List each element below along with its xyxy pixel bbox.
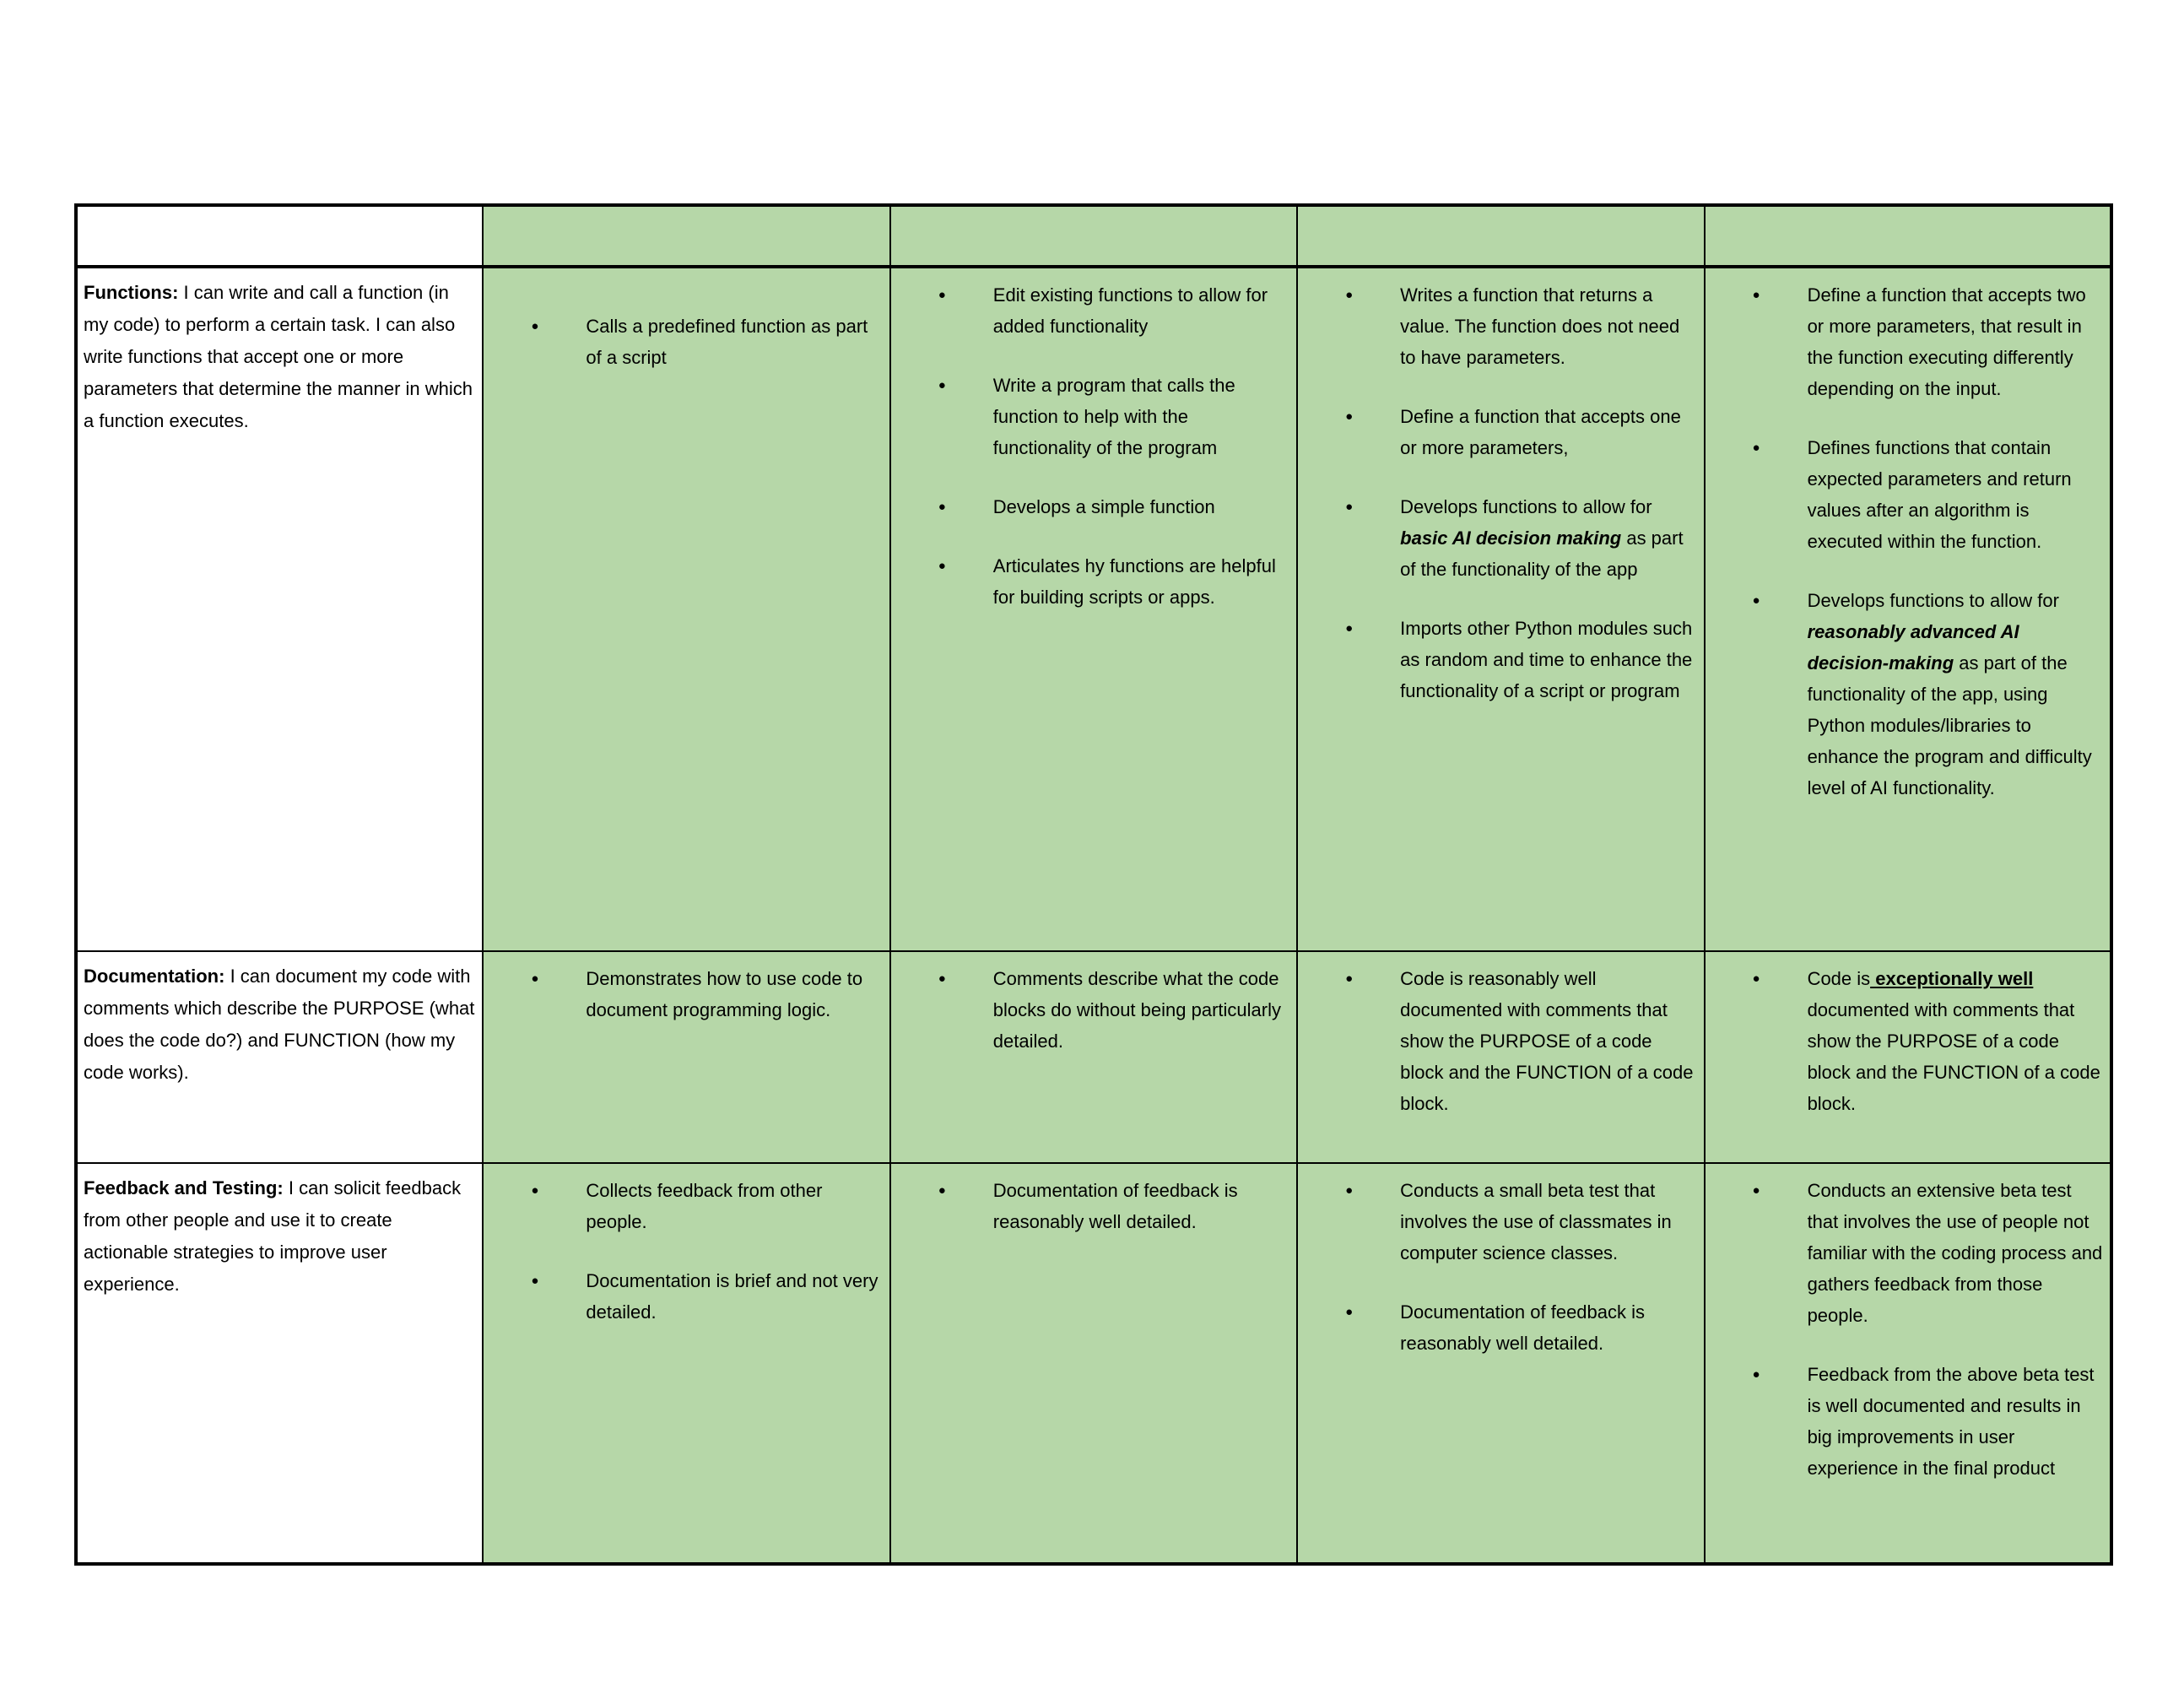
- rubric-document: [74, 203, 2113, 1566]
- text-segment: Writes a function that returns a value. The function does not need to have parameters.: [1400, 284, 1680, 368]
- bullet-item: [1706, 279, 2105, 404]
- level-cell: [1705, 951, 2111, 1163]
- text-segment: Define a function that accepts two or more parameters, that result in the function executing differently depending on the input.: [1807, 284, 2086, 399]
- bullet-item: [891, 550, 1291, 613]
- header-level-cell: [483, 205, 889, 267]
- bullet-text: [586, 963, 884, 1025]
- bullet-text: [993, 491, 1291, 522]
- bullet-marker-icon: ●: [1752, 441, 1760, 455]
- rubric-table: [74, 203, 2113, 1566]
- bullet-item: [1706, 432, 2105, 557]
- text-segment: Documentation of feedback is reasonably well detailed.: [992, 1180, 1238, 1232]
- text-segment: exceptionally well: [1870, 968, 2034, 989]
- criterion-description: I can write and call a function (in my code) to perform a certain task. I can also write functions that accept one or more parameters that determine the manner in which a function executes.: [84, 282, 473, 431]
- level-cell: [1297, 951, 1704, 1163]
- bullet-text: [993, 279, 1291, 342]
- bullet-text: [1808, 585, 2105, 803]
- text-segment: reasonably advanced AI decision-making: [1807, 621, 2019, 674]
- criterion-label-cell: [76, 1163, 483, 1564]
- bullet-marker-icon: ●: [1752, 288, 1760, 302]
- text-segment: Develops functions to allow for: [1400, 496, 1652, 517]
- text-segment: Defines functions that contain expected parameters and return values after an algorithm is executed within the function.: [1807, 437, 2072, 552]
- text-segment: Conducts an extensive beta test that involves the use of people not familiar with the coding process and gathers feedback from those people.: [1807, 1180, 2103, 1326]
- bullet-text: [1808, 432, 2105, 557]
- criterion-description: I can document my code with comments which describe the PURPOSE (what does the code do?) and FUNCTION (how my code works).: [84, 966, 475, 1083]
- bullet-item: [1298, 491, 1698, 585]
- bullet-marker-icon: ●: [938, 971, 946, 986]
- text-segment: Define a function that accepts one or more parameters,: [1400, 406, 1681, 458]
- bullet-item: [891, 491, 1291, 522]
- text-segment: Articulates hy functions are helpful for building scripts or apps.: [992, 555, 1276, 608]
- bullet-item: [891, 370, 1291, 463]
- bullet-item: [484, 311, 884, 373]
- bullet-text: [586, 311, 884, 373]
- text-segment: Documentation of feedback is reasonably well detailed.: [1400, 1301, 1646, 1354]
- text-segment: Conducts a small beta test that involves the use of classmates in computer science classes.: [1400, 1180, 1672, 1263]
- bullet-text: [586, 1265, 884, 1328]
- bullet-text: [1808, 963, 2105, 1119]
- bullet-marker-icon: ●: [1752, 593, 1760, 608]
- text-segment: as part of the functionality of the app: [1400, 528, 1684, 580]
- bullet-marker-icon: ●: [938, 378, 946, 392]
- header-label-cell: [76, 205, 483, 267]
- level-cell: [483, 1163, 889, 1564]
- bullet-marker-icon: ●: [1345, 1183, 1354, 1198]
- text-segment: as part of the functionality of the app, using Python modules/libraries to enhance the program and difficulty level of AI functionality.: [1807, 652, 2092, 798]
- bullet-marker-icon: ●: [1345, 500, 1354, 514]
- bullet-item: [1706, 1175, 2105, 1331]
- bullet-text: [1400, 279, 1698, 373]
- bullet-item: [484, 1175, 884, 1237]
- bullet-marker-icon: ●: [1752, 971, 1760, 986]
- text-segment: Documentation is brief and not very detailed.: [586, 1270, 878, 1323]
- criterion-title: Documentation:: [84, 966, 225, 987]
- bullet-item: [891, 963, 1291, 1057]
- text-segment: Comments describe what the code blocks do without being particularly detailed.: [992, 968, 1281, 1052]
- bullet-text: [1400, 401, 1698, 463]
- header-row: [76, 205, 2111, 267]
- text-segment: Edit existing functions to allow for added functionality: [992, 284, 1268, 337]
- header-level-cell: [1705, 205, 2111, 267]
- bullet-marker-icon: ●: [1345, 409, 1354, 424]
- level-cell: [1705, 1163, 2111, 1564]
- bullet-item: [891, 1175, 1291, 1237]
- level-cell: [890, 1163, 1297, 1564]
- bullet-text: [1400, 1175, 1698, 1269]
- level-cell: [1297, 1163, 1704, 1564]
- bullet-marker-icon: ●: [1752, 1183, 1760, 1198]
- bullet-text: [1400, 963, 1698, 1119]
- bullet-marker-icon: ●: [1345, 621, 1354, 636]
- bullet-marker-icon: ●: [938, 1183, 946, 1198]
- text-segment: Develops a simple function: [992, 496, 1215, 517]
- bullet-text: [1400, 613, 1698, 706]
- bullet-item: [891, 279, 1291, 342]
- bullet-marker-icon: ●: [938, 559, 946, 573]
- bullet-item: [1706, 963, 2105, 1119]
- criterion-title: Functions:: [84, 282, 179, 303]
- bullet-item: [484, 1265, 884, 1328]
- bullet-text: [993, 550, 1291, 613]
- bullet-text: [1400, 1296, 1698, 1359]
- bullet-marker-icon: ●: [531, 319, 539, 333]
- bullet-marker-icon: ●: [938, 288, 946, 302]
- bullet-text: [1808, 1359, 2105, 1484]
- bullet-item: [1298, 963, 1698, 1119]
- level-cell: [890, 951, 1297, 1163]
- bullet-item: [1298, 613, 1698, 706]
- text-segment: Collects feedback from other people.: [586, 1180, 823, 1232]
- criterion-row: [76, 1163, 2111, 1564]
- bullet-marker-icon: ●: [1345, 1305, 1354, 1319]
- text-segment: Develops functions to allow for: [1807, 590, 2059, 611]
- bullet-text: [1400, 491, 1698, 585]
- bullet-item: [1706, 1359, 2105, 1484]
- bullet-text: [993, 1175, 1291, 1237]
- text-segment: Feedback from the above beta test is well documented and results in big improvements in user experience in the final product: [1807, 1364, 2095, 1479]
- text-segment: Write a program that calls the function to help with the functionality of the program: [992, 375, 1235, 458]
- criterion-description: I can solicit feedback from other people and use it to create actionable strategies to improve user experience.: [84, 1177, 462, 1295]
- text-segment: Imports other Python modules such as random and time to enhance the functionality of a script or program: [1400, 618, 1693, 701]
- level-cell: [483, 951, 889, 1163]
- header-level-cell: [1297, 205, 1704, 267]
- criterion-title: Feedback and Testing:: [84, 1177, 284, 1198]
- text-segment: documented with comments that show the PURPOSE of a code block and the FUNCTION of a code block.: [1807, 999, 2100, 1114]
- level-cell: [890, 267, 1297, 951]
- header-level-cell: [890, 205, 1297, 267]
- text-segment: Demonstrates how to use code to document programming logic.: [586, 968, 863, 1020]
- criterion-row: [76, 267, 2111, 951]
- bullet-marker-icon: ●: [938, 500, 946, 514]
- bullet-marker-icon: ●: [1752, 1367, 1760, 1382]
- bullet-marker-icon: ●: [531, 1183, 539, 1198]
- bullet-item: [1706, 585, 2105, 803]
- bullet-item: [1298, 1175, 1698, 1269]
- criterion-row: [76, 951, 2111, 1163]
- bullet-item: [1298, 1296, 1698, 1359]
- text-segment: basic AI decision making: [1400, 528, 1622, 549]
- bullet-text: [586, 1175, 884, 1237]
- criterion-label-cell: [76, 951, 483, 1163]
- bullet-text: [1808, 1175, 2105, 1331]
- bullet-marker-icon: ●: [1345, 971, 1354, 986]
- bullet-text: [993, 370, 1291, 463]
- text-segment: Code is: [1807, 968, 1871, 989]
- bullet-text: [993, 963, 1291, 1057]
- criterion-label-cell: [76, 267, 483, 951]
- bullet-item: [484, 963, 884, 1025]
- bullet-item: [1298, 401, 1698, 463]
- text-segment: Code is reasonably well documented with comments that show the PURPOSE of a code block and the FUNCTION of a code block.: [1400, 968, 1694, 1114]
- bullet-marker-icon: ●: [531, 971, 539, 986]
- level-cell: [483, 267, 889, 951]
- bullet-marker-icon: ●: [1345, 288, 1354, 302]
- bullet-marker-icon: ●: [531, 1274, 539, 1288]
- text-segment: Calls a predefined function as part of a script: [586, 316, 868, 368]
- bullet-item: [1298, 279, 1698, 373]
- level-cell: [1705, 267, 2111, 951]
- level-cell: [1297, 267, 1704, 951]
- bullet-text: [1808, 279, 2105, 404]
